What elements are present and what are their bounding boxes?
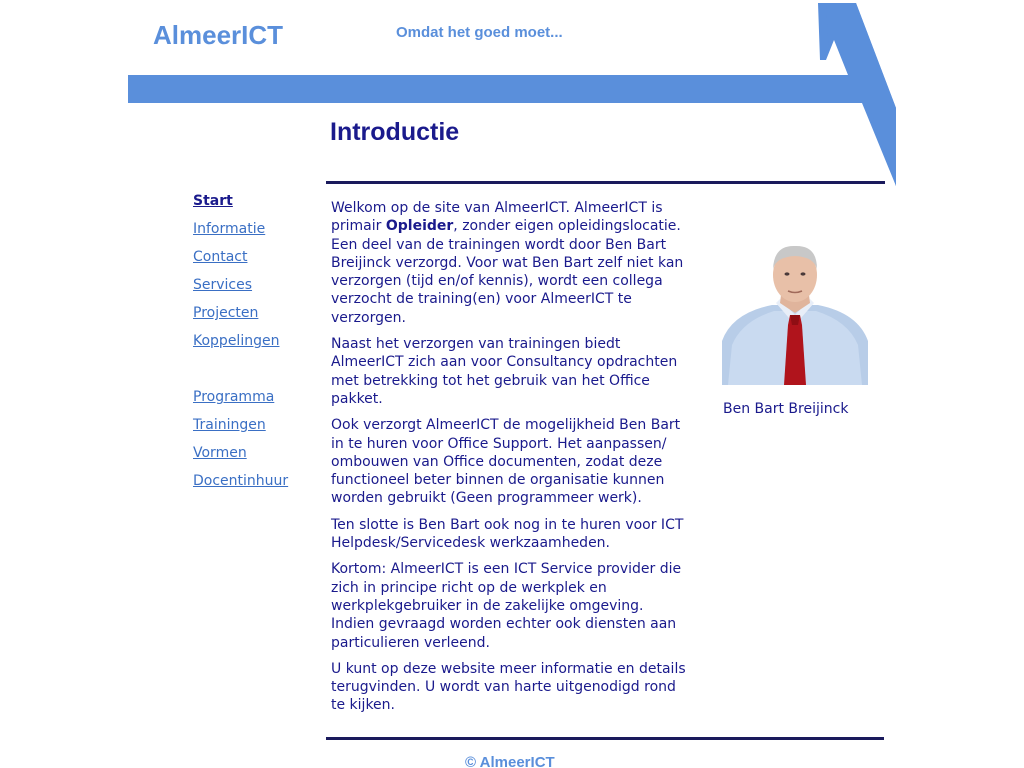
intro-paragraph-5: Kortom: AlmeerICT is een ICT Service provider die zich in principe richt op de werkplek en werkplekgebruiker in de zakelijke omgeving. Indien gevraagd worden echter ook diensten aan particulieren verleend. xyxy=(331,561,682,651)
portrait-photo xyxy=(722,241,868,385)
intro-text: , zonder eigen opleidingslocatie. Een deel van de trainingen wordt door Ben Bart Breijinck verzorgd. Voor wat Ben Bart zelf niet kan verzorgen (tijd en/of kennis), wordt een collega verzocht de training(en) voor AlmeerICT te verzorgen. xyxy=(331,218,684,326)
photo-caption: Ben Bart Breijinck xyxy=(723,401,849,417)
nav-item-trainingen[interactable]: Trainingen xyxy=(193,417,266,433)
nav-item-start[interactable]: Start xyxy=(193,193,233,209)
nav-item-contact[interactable]: Contact xyxy=(193,249,248,265)
footer-copyright: © AlmeerICT xyxy=(465,754,555,768)
intro-content xyxy=(331,199,691,723)
site-title[interactable]: AlmeerICT xyxy=(153,20,284,50)
intro-paragraph-6: U kunt op deze website meer informatie en details terugvinden. U wordt van harte uitgenodigd rond te kijken. xyxy=(331,660,686,714)
tagline: Omdat het goed moet... xyxy=(396,24,563,41)
intro-paragraph-3: Ook verzorgt AlmeerICT de mogelijkheid Ben Bart in te huren voor Office Support. Het aanpassen/ ombouwen van Office documenten, zodat deze functioneel beter binnen de organisatie kunnen worden gebruikt (Geen programmeer werk). xyxy=(331,417,681,507)
nav-item-vormen[interactable]: Vormen xyxy=(193,445,247,461)
nav-item-informatie[interactable]: Informatie xyxy=(193,221,266,237)
nav-item-koppelingen[interactable]: Koppelingen xyxy=(193,333,280,349)
nav-item-projecten[interactable]: Projecten xyxy=(193,305,259,321)
sidebar-nav xyxy=(193,187,313,495)
page-title: Introductie xyxy=(330,118,460,146)
highlight-opleider: Opleider xyxy=(385,218,454,235)
intro-paragraph-1 xyxy=(331,199,691,327)
intro-text: Welkom op de site van AlmeerICT. AlmeerICT is primair xyxy=(331,200,663,235)
intro-paragraph-2: Naast het verzorgen van trainingen biedt AlmeerICT zich aan voor Consultancy opdrachten met betrekking tot het gebruik van het Office pakket. xyxy=(331,336,678,407)
intro-paragraph-4: Ten slotte is Ben Bart ook nog in te huren voor ICT Helpdesk/Servicedesk werkzaamheden. xyxy=(331,516,684,552)
nav-spacer xyxy=(193,355,313,383)
bottom-divider xyxy=(326,737,884,740)
nav-item-docentinhuur[interactable]: Docentinhuur xyxy=(193,473,289,489)
nav-item-programma[interactable]: Programma xyxy=(193,389,275,405)
header-band xyxy=(128,75,868,103)
person-icon xyxy=(722,241,868,385)
nav-item-services[interactable]: Services xyxy=(193,277,253,293)
top-divider xyxy=(326,181,885,184)
